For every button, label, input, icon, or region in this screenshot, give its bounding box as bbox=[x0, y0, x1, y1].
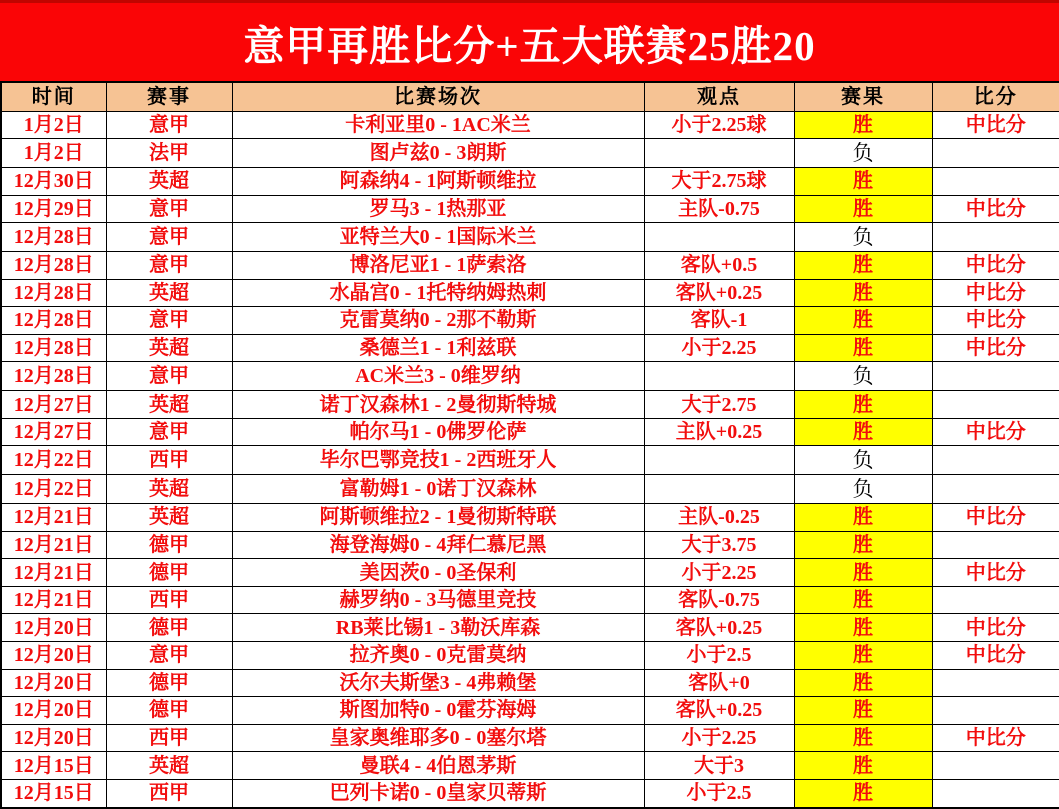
cell-match: 诺丁汉森林1 - 2曼彻斯特城 bbox=[232, 391, 644, 419]
table-row bbox=[1, 167, 1059, 195]
cell-result: 胜 bbox=[794, 586, 932, 614]
cell-match: 罗马3 - 1热那亚 bbox=[232, 195, 644, 223]
cell-score: 中比分 bbox=[932, 642, 1059, 670]
cell-date: 12月22日 bbox=[1, 475, 106, 504]
cell-league: 意甲 bbox=[106, 418, 232, 446]
cell-view: 大于2.75 bbox=[644, 391, 794, 419]
cell-score: 中比分 bbox=[932, 559, 1059, 587]
cell-match: 曼联4 - 4伯恩茅斯 bbox=[232, 752, 644, 780]
cell-view: 小于2.5 bbox=[644, 779, 794, 808]
cell-score bbox=[932, 167, 1059, 195]
cell-match: 水晶宫0 - 1托特纳姆热刺 bbox=[232, 279, 644, 307]
cell-view bbox=[644, 446, 794, 475]
cell-date: 12月28日 bbox=[1, 252, 106, 280]
cell-score bbox=[932, 531, 1059, 559]
cell-result: 负 bbox=[794, 223, 932, 252]
table-row bbox=[1, 531, 1059, 559]
cell-result: 胜 bbox=[794, 167, 932, 195]
cell-match: 富勒姆1 - 0诺丁汉森林 bbox=[232, 475, 644, 504]
cell-league: 英超 bbox=[106, 504, 232, 532]
cell-score: 中比分 bbox=[932, 307, 1059, 335]
cell-view: 大于3 bbox=[644, 752, 794, 780]
cell-view: 大于3.75 bbox=[644, 531, 794, 559]
cell-league: 英超 bbox=[106, 334, 232, 362]
cell-league: 英超 bbox=[106, 752, 232, 780]
cell-result: 负 bbox=[794, 475, 932, 504]
col-header-result: 赛果 bbox=[794, 82, 932, 111]
table-row bbox=[1, 642, 1059, 670]
col-header-league: 赛事 bbox=[106, 82, 232, 111]
cell-score: 中比分 bbox=[932, 279, 1059, 307]
cell-result: 胜 bbox=[794, 252, 932, 280]
col-header-time: 时间 bbox=[1, 82, 106, 111]
cell-match: 斯图加特0 - 0霍芬海姆 bbox=[232, 697, 644, 725]
cell-score bbox=[932, 475, 1059, 504]
table-row bbox=[1, 418, 1059, 446]
table-row bbox=[1, 195, 1059, 223]
cell-date: 1月2日 bbox=[1, 139, 106, 168]
title-banner bbox=[0, 0, 1059, 81]
cell-result: 胜 bbox=[794, 531, 932, 559]
cell-score bbox=[932, 223, 1059, 252]
cell-league: 西甲 bbox=[106, 446, 232, 475]
cell-view: 主队+0.25 bbox=[644, 418, 794, 446]
cell-league: 意甲 bbox=[106, 362, 232, 391]
cell-score: 中比分 bbox=[932, 195, 1059, 223]
cell-result: 胜 bbox=[794, 334, 932, 362]
cell-match: AC米兰3 - 0维罗纳 bbox=[232, 362, 644, 391]
cell-result: 胜 bbox=[794, 504, 932, 532]
cell-result: 胜 bbox=[794, 669, 932, 697]
cell-result: 胜 bbox=[794, 391, 932, 419]
cell-league: 英超 bbox=[106, 391, 232, 419]
cell-score: 中比分 bbox=[932, 504, 1059, 532]
cell-score bbox=[932, 391, 1059, 419]
cell-score bbox=[932, 586, 1059, 614]
cell-date: 12月28日 bbox=[1, 223, 106, 252]
cell-score bbox=[932, 139, 1059, 168]
cell-score: 中比分 bbox=[932, 614, 1059, 642]
cell-score: 中比分 bbox=[932, 111, 1059, 139]
cell-date: 12月20日 bbox=[1, 642, 106, 670]
cell-league: 英超 bbox=[106, 279, 232, 307]
cell-score bbox=[932, 446, 1059, 475]
cell-view: 客队+0.25 bbox=[644, 279, 794, 307]
cell-match: 博洛尼亚1 - 1萨索洛 bbox=[232, 252, 644, 280]
cell-league: 德甲 bbox=[106, 614, 232, 642]
cell-date: 12月27日 bbox=[1, 391, 106, 419]
table-row bbox=[1, 307, 1059, 335]
table-row bbox=[1, 504, 1059, 532]
cell-match: 亚特兰大0 - 1国际米兰 bbox=[232, 223, 644, 252]
cell-league: 法甲 bbox=[106, 139, 232, 168]
table-row bbox=[1, 697, 1059, 725]
cell-match: 阿斯顿维拉2 - 1曼彻斯特联 bbox=[232, 504, 644, 532]
cell-match: 桑德兰1 - 1利兹联 bbox=[232, 334, 644, 362]
cell-league: 意甲 bbox=[106, 111, 232, 139]
cell-date: 12月27日 bbox=[1, 418, 106, 446]
cell-view: 主队-0.25 bbox=[644, 504, 794, 532]
table-row bbox=[1, 362, 1059, 391]
cell-league: 西甲 bbox=[106, 586, 232, 614]
cell-league: 西甲 bbox=[106, 724, 232, 752]
table-row bbox=[1, 752, 1059, 780]
cell-view: 小于2.25球 bbox=[644, 111, 794, 139]
cell-league: 德甲 bbox=[106, 559, 232, 587]
cell-date: 12月28日 bbox=[1, 307, 106, 335]
cell-date: 1月2日 bbox=[1, 111, 106, 139]
cell-match: 图卢兹0 - 3朗斯 bbox=[232, 139, 644, 168]
cell-result: 负 bbox=[794, 362, 932, 391]
cell-date: 12月21日 bbox=[1, 504, 106, 532]
col-header-match: 比赛场次 bbox=[232, 82, 644, 111]
cell-league: 意甲 bbox=[106, 307, 232, 335]
cell-date: 12月30日 bbox=[1, 167, 106, 195]
cell-match: 沃尔夫斯堡3 - 4弗赖堡 bbox=[232, 669, 644, 697]
cell-score bbox=[932, 779, 1059, 808]
table-row bbox=[1, 446, 1059, 475]
cell-result: 胜 bbox=[794, 307, 932, 335]
table-row bbox=[1, 111, 1059, 139]
cell-league: 德甲 bbox=[106, 669, 232, 697]
cell-score bbox=[932, 362, 1059, 391]
cell-date: 12月15日 bbox=[1, 752, 106, 780]
cell-score bbox=[932, 669, 1059, 697]
cell-date: 12月20日 bbox=[1, 724, 106, 752]
cell-match: 克雷莫纳0 - 2那不勒斯 bbox=[232, 307, 644, 335]
cell-score: 中比分 bbox=[932, 418, 1059, 446]
cell-match: 赫罗纳0 - 3马德里竞技 bbox=[232, 586, 644, 614]
header-row bbox=[1, 82, 1059, 111]
table-row bbox=[1, 559, 1059, 587]
cell-view: 小于2.25 bbox=[644, 559, 794, 587]
cell-view: 客队+0.25 bbox=[644, 697, 794, 725]
cell-view bbox=[644, 139, 794, 168]
cell-view: 客队+0 bbox=[644, 669, 794, 697]
table-row bbox=[1, 614, 1059, 642]
cell-date: 12月28日 bbox=[1, 362, 106, 391]
cell-result: 胜 bbox=[794, 614, 932, 642]
cell-match: 巴列卡诺0 - 0皇家贝蒂斯 bbox=[232, 779, 644, 808]
cell-league: 英超 bbox=[106, 167, 232, 195]
cell-league: 德甲 bbox=[106, 697, 232, 725]
cell-league: 英超 bbox=[106, 475, 232, 504]
cell-league: 意甲 bbox=[106, 252, 232, 280]
table-row bbox=[1, 223, 1059, 252]
cell-result: 胜 bbox=[794, 418, 932, 446]
cell-match: 皇家奥维耶多0 - 0塞尔塔 bbox=[232, 724, 644, 752]
cell-date: 12月20日 bbox=[1, 669, 106, 697]
cell-match: 卡利亚里0 - 1AC米兰 bbox=[232, 111, 644, 139]
cell-score bbox=[932, 697, 1059, 725]
cell-view: 客队-1 bbox=[644, 307, 794, 335]
cell-score: 中比分 bbox=[932, 334, 1059, 362]
cell-match: 帕尔马1 - 0佛罗伦萨 bbox=[232, 418, 644, 446]
cell-match: 海登海姆0 - 4拜仁慕尼黑 bbox=[232, 531, 644, 559]
table-row bbox=[1, 334, 1059, 362]
cell-match: 毕尔巴鄂竞技1 - 2西班牙人 bbox=[232, 446, 644, 475]
cell-result: 胜 bbox=[794, 724, 932, 752]
cell-match: 美因茨0 - 0圣保利 bbox=[232, 559, 644, 587]
cell-date: 12月21日 bbox=[1, 586, 106, 614]
col-header-score: 比分 bbox=[932, 82, 1059, 111]
cell-result: 胜 bbox=[794, 697, 932, 725]
cell-date: 12月21日 bbox=[1, 559, 106, 587]
cell-date: 12月28日 bbox=[1, 279, 106, 307]
cell-league: 西甲 bbox=[106, 779, 232, 808]
cell-match: 拉齐奥0 - 0克雷莫纳 bbox=[232, 642, 644, 670]
table-row bbox=[1, 779, 1059, 808]
cell-match: RB莱比锡1 - 3勒沃库森 bbox=[232, 614, 644, 642]
cell-view bbox=[644, 362, 794, 391]
cell-date: 12月21日 bbox=[1, 531, 106, 559]
table-row bbox=[1, 391, 1059, 419]
cell-date: 12月28日 bbox=[1, 334, 106, 362]
table-row bbox=[1, 724, 1059, 752]
cell-date: 12月29日 bbox=[1, 195, 106, 223]
table-row bbox=[1, 475, 1059, 504]
cell-view: 小于2.25 bbox=[644, 334, 794, 362]
table-row bbox=[1, 669, 1059, 697]
table-row bbox=[1, 139, 1059, 168]
cell-date: 12月20日 bbox=[1, 614, 106, 642]
cell-view: 客队+0.5 bbox=[644, 252, 794, 280]
cell-result: 胜 bbox=[794, 559, 932, 587]
cell-league: 意甲 bbox=[106, 223, 232, 252]
table-row bbox=[1, 586, 1059, 614]
table-row bbox=[1, 279, 1059, 307]
cell-view: 主队-0.75 bbox=[644, 195, 794, 223]
cell-league: 意甲 bbox=[106, 195, 232, 223]
cell-view: 小于2.25 bbox=[644, 724, 794, 752]
cell-result: 胜 bbox=[794, 195, 932, 223]
cell-view: 大于2.75球 bbox=[644, 167, 794, 195]
cell-view bbox=[644, 223, 794, 252]
cell-date: 12月15日 bbox=[1, 779, 106, 808]
cell-result: 胜 bbox=[794, 752, 932, 780]
cell-view bbox=[644, 475, 794, 504]
cell-view: 客队-0.75 bbox=[644, 586, 794, 614]
col-header-view: 观点 bbox=[644, 82, 794, 111]
cell-date: 12月20日 bbox=[1, 697, 106, 725]
cell-result: 负 bbox=[794, 446, 932, 475]
cell-score bbox=[932, 752, 1059, 780]
cell-result: 胜 bbox=[794, 779, 932, 808]
cell-view: 小于2.5 bbox=[644, 642, 794, 670]
cell-result: 胜 bbox=[794, 642, 932, 670]
cell-result: 胜 bbox=[794, 279, 932, 307]
table-row bbox=[1, 252, 1059, 280]
cell-league: 德甲 bbox=[106, 531, 232, 559]
cell-date: 12月22日 bbox=[1, 446, 106, 475]
results-table bbox=[0, 81, 1059, 809]
cell-view: 客队+0.25 bbox=[644, 614, 794, 642]
cell-result: 负 bbox=[794, 139, 932, 168]
cell-league: 意甲 bbox=[106, 642, 232, 670]
cell-score: 中比分 bbox=[932, 724, 1059, 752]
page-title: 意甲再胜比分+五大联赛25胜20 bbox=[243, 22, 816, 69]
cell-score: 中比分 bbox=[932, 252, 1059, 280]
cell-result: 胜 bbox=[794, 111, 932, 139]
cell-match: 阿森纳4 - 1阿斯顿维拉 bbox=[232, 167, 644, 195]
